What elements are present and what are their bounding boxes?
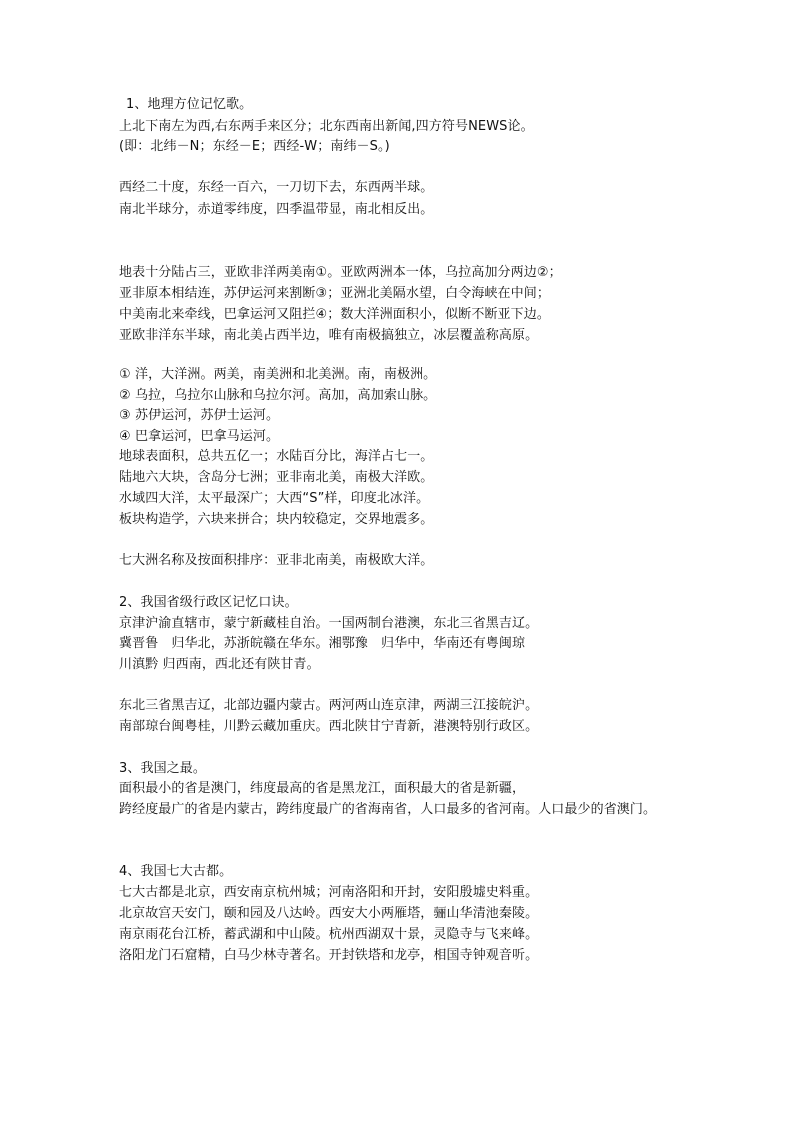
footnote-line: ③ 苏伊运河，苏伊士运河。 <box>119 408 280 423</box>
footnote-line: ① 洋，大洋洲。两美，南美洲和北美洲。南，南极洲。 <box>119 367 437 382</box>
text-line: 陆地六大块，含岛分七洲；亚非南北美，南极大洋欧。 <box>119 470 434 485</box>
text-line: 中美南北来牵线，巴拿运河又阻拦④；数大洋洲面积小，似断不断亚下边。 <box>119 307 550 322</box>
text-line: 面积最小的省是澳门，纬度最高的省是黑龙江，面积最大的省是新疆， <box>119 781 526 796</box>
text-line: 洛阳龙门石窟精，白马少林寺著名。开封铁塔和龙亭，相国寺钟观音听。 <box>119 948 539 963</box>
text-line: 南京雨花台江桥，蓄武湖和中山陵。杭州西湖双十景，灵隐寺与飞来峰。 <box>119 927 539 942</box>
section-heading-superlatives: 3、我国之最。 <box>119 761 206 776</box>
text-line-wrapped: 跨经度最广的省是内蒙古，跨纬度最广的省海南省，人口最多的省河南。人口最少的省澳门。 <box>119 802 657 817</box>
text-line: 上北下南左为西,右东两手来区分；北东西南出新闻,四方符号NEWS论。 <box>119 119 534 134</box>
footnote-line: ② 乌拉，乌拉尔山脉和乌拉尔河。高加，高加索山脉。 <box>119 388 437 403</box>
text-line: 亚欧非洋东半球，南北美占西半边，唯有南极搞独立，冰层覆盖称高原。 <box>119 328 539 343</box>
text-line: 地表十分陆占三，亚欧非洋两美南①。亚欧两洲本一体，乌拉高加分两边②； <box>119 265 562 280</box>
text-line: 七大古都是北京，西安南京杭州城；河南洛阳和开封，安阳殷墟史料重。 <box>119 885 539 900</box>
text-line: 西经二十度，东经一百六，一刀切下去，东西两半球。 <box>119 180 434 195</box>
section-heading-ancient-capitals: 4、我国七大古都。 <box>119 864 233 879</box>
text-line: 七大洲名称及按面积排序：亚非北南美，南极欧大洋。 <box>119 553 434 568</box>
text-line: 地球表面积，总共五亿一；水陆百分比，海洋占七一。 <box>119 449 434 464</box>
text-line: 川滇黔 归西南，西北还有陕甘青。 <box>119 657 320 672</box>
text-line: 东北三省黑吉辽，北部边疆内蒙古。两河两山连京津，两湖三江接皖沪。 <box>119 698 539 713</box>
text-line: 京津沪渝直辖市，蒙宁新藏桂自治。一国两制台港澳，东北三省黑吉辽。 <box>119 616 539 631</box>
text-line: 南部琼台闽粤桂，川黔云藏加重庆。西北陕甘宁青新，港澳特别行政区。 <box>119 719 539 734</box>
text-line: 亚非原本相结连，苏伊运河来割断③；亚洲北美隔水望，白令海峡在中间； <box>119 286 550 301</box>
text-line: 南北半球分，赤道零纬度，四季温带显，南北相反出。 <box>119 202 434 217</box>
footnote-line: ④ 巴拿运河，巴拿马运河。 <box>119 429 280 444</box>
text-line: 水域四大洋，太平最深广；大西“S”样，印度北冰洋。 <box>119 491 430 506</box>
text-line: 北京故宫天安门，颐和园及八达岭。西安大小两雁塔，骊山华清池秦陵。 <box>119 906 539 921</box>
text-line: 冀晋鲁 归华北，苏浙皖赣在华东。湘鄂豫 归华中，华南还有粤闽琼 <box>119 636 526 651</box>
section-heading-directions: 1、地理方位记忆歌。 <box>126 97 253 112</box>
text-line: 板块构造学，六块来拼合；块内较稳定，交界地震多。 <box>119 512 434 527</box>
section-heading-provinces: 2、我国省级行政区记忆口诀。 <box>119 595 298 610</box>
text-line: (即：北纬－N；东经－E；西经-W；南纬－S。) <box>119 139 390 154</box>
